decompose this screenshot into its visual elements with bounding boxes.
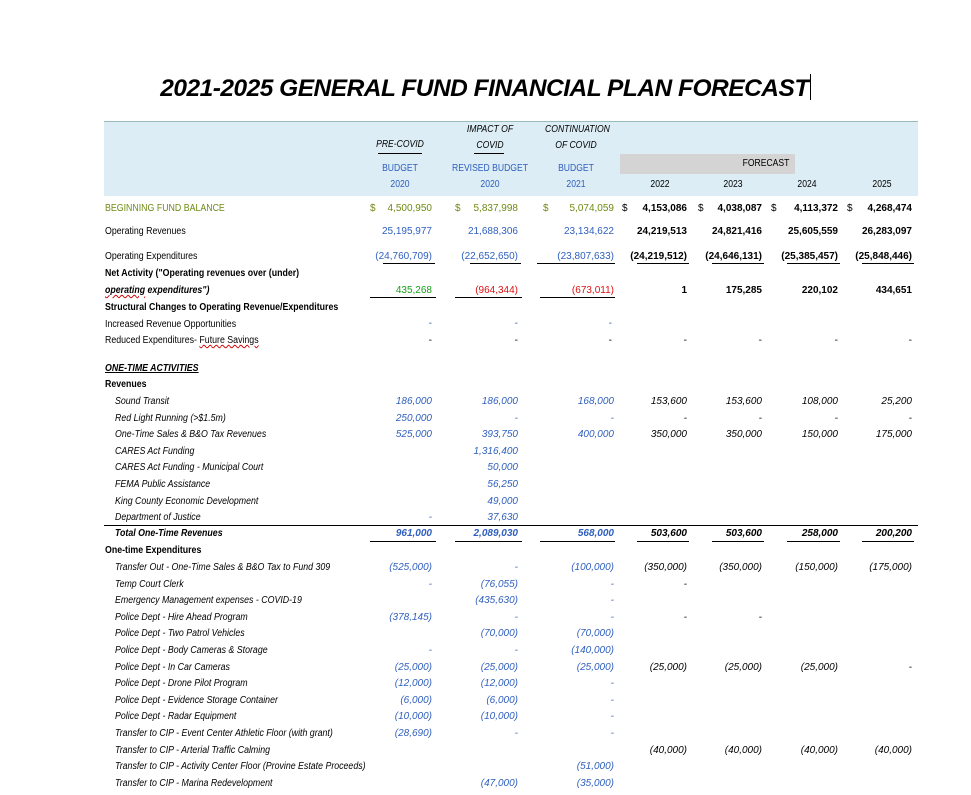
cell-value: - [428,335,432,346]
cell-value: - [610,412,614,424]
cell-value: 4,500,950 [387,203,432,214]
cell-value: 26,283,097 [861,226,912,237]
label-revenues: Revenues [105,379,147,390]
cell-value: - [610,678,614,690]
revenue-row-label: King County Economic Development [115,495,259,507]
header-impact: IMPACT OF [466,124,514,135]
header-continuation: CONTINUATION [545,124,610,135]
expenditure-row-label: Police Dept - Radar Equipment [115,711,237,723]
cell-value: 350,000 [650,429,687,441]
label-beginning-fund-balance: BEGINNING FUND BALANCE [105,203,225,214]
cell-value: 961,000 [395,528,432,539]
header-year: 2020 [480,179,500,190]
expenditure-row-label: Transfer to CIP - Marina Redevelopment [115,777,273,789]
cell-value: (378,145) [389,611,432,623]
cell-value: 4,153,086 [642,203,687,214]
header-2025: 2025 [872,179,892,190]
cell-value: - [610,611,614,623]
cell-value: - [758,412,762,424]
total-underline [540,541,615,542]
label-operating-expenditures: Operating Expenditures [105,251,198,262]
net-box-line [370,297,436,298]
expenditure-row-label: Transfer to CIP - Event Center Athletic Floor (with grant) [115,728,333,739]
cell-value: (10,000) [480,711,518,723]
header-year: 2021 [566,179,586,190]
cell-value: - [514,335,518,346]
cell-value: (25,000) [394,661,432,673]
expenditure-row-label: Transfer to CIP - Arterial Traffic Calming [115,744,271,756]
subtotal-line [787,263,840,264]
cell-value: - [610,694,614,706]
cell-value: 220,102 [801,285,838,296]
cell-value: 258,000 [801,528,838,539]
total-underline [637,541,689,542]
expenditure-row-label: Transfer Out - One-Time Sales & B&O Tax to Fund 309 [115,562,331,573]
cell-value: (35,000) [576,777,614,789]
cell-value: (150,000) [795,562,838,573]
cell-value: - [908,661,912,673]
header-2023: 2023 [723,179,743,190]
expenditure-row-label: Police Dept - Drone Pilot Program [115,678,248,690]
cell-value: 250,000 [395,412,432,424]
header-year: 2020 [390,179,410,190]
revenue-row-label: Red Light Running (>$1.5m) [115,412,226,424]
cell-value: - [514,412,518,424]
cell-value: (25,000) [480,661,518,673]
cell-value: 568,000 [577,528,614,539]
subtotal-line [637,263,689,264]
cell-value: (40,000) [874,744,912,756]
cell-value: (70,000) [480,628,518,640]
expenditure-row-label: Police Dept - Body Cameras & Storage [115,645,268,656]
cell-value: (28,690) [394,728,432,739]
cell-value: (25,000) [576,661,614,673]
cell-value: 25,200 [881,396,912,407]
total-underline [455,541,522,542]
cell-value: (40,000) [800,744,838,756]
cell-value: (140,000) [571,645,614,656]
cell-value: (76,055) [480,578,518,590]
cell-value: - [610,578,614,590]
cell-value: 25,605,559 [787,226,838,237]
cell-value: (40,000) [649,744,687,756]
cell-value: - [514,728,518,739]
revenue-row-label: CARES Act Funding [115,445,195,457]
total-underline [862,541,914,542]
cell-value: 4,113,372 [794,203,838,214]
cell-value: (25,000) [649,661,687,673]
cell-value: 5,074,059 [569,203,614,214]
cell-value: (70,000) [576,628,614,640]
header-underline [378,153,422,154]
cell-value: (350,000) [719,562,762,573]
revenue-row-label: CARES Act Funding - Municipal Court [115,462,264,474]
cell-value: 1,316,400 [473,445,518,457]
cell-value: - [908,412,912,424]
cell-value: (47,000) [480,777,518,789]
revenue-row-label: Department of Justice [115,512,201,524]
cell-value: 25,195,977 [381,226,432,237]
net-label-part: expenditures") [145,285,210,296]
expenditure-row-label: Transfer to CIP - Activity Center Floor (Provine Estate Proceeds) [115,761,366,773]
total-underline [712,541,764,542]
header-of-covid: OF COVID [555,140,597,151]
cell-value: - [514,562,518,573]
cell-value: - [758,335,762,346]
section-one-time: ONE-TIME ACTIVITIES [105,363,199,374]
subtotal-line [712,263,764,264]
revenue-row-label: FEMA Public Assistance [115,479,211,490]
cell-value: - [758,611,762,623]
header-2024: 2024 [797,179,817,190]
dollar-sign: $ [370,203,376,214]
cell-value: 400,000 [577,429,614,441]
cell-value: (24,646,131) [705,251,762,262]
cell-value: (25,848,446) [855,251,912,262]
cell-value: (25,000) [800,661,838,673]
dollar-sign: $ [622,203,628,214]
cell-value: (12,000) [480,678,518,690]
expenditure-row-label: Emergency Management expenses - COVID-19 [115,595,302,607]
cell-value: 186,000 [395,396,432,407]
cell-value: - [610,728,614,739]
cell-value: 186,000 [481,396,518,407]
page-title: 2021-2025 GENERAL FUND FINANCIAL PLAN FORECAST [160,75,809,102]
cell-value: (23,807,633) [557,251,614,262]
expenditure-row-label: Temp Court Clerk [115,578,184,590]
subtotal-line [537,263,615,264]
cell-value: (24,219,512) [630,251,687,262]
dollar-sign: $ [847,203,853,214]
header-budget-2021: BUDGET [558,163,594,174]
label-one-time-expenditures: One-time Expenditures [105,545,202,556]
cell-value: 21,688,306 [467,226,518,237]
cell-value: 4,038,087 [717,203,762,214]
cell-value: - [428,318,432,329]
net-label-part: operating [105,285,146,296]
expenditure-row-label: Police Dept - Hire Ahead Program [115,611,248,623]
header-2022: 2022 [650,179,670,190]
cell-value: 4,268,474 [867,203,912,214]
cell-value: (350,000) [644,562,687,573]
cell-value: - [683,412,687,424]
header-budget-2020: BUDGET [382,163,418,174]
cell-value: 1 [681,285,687,296]
cell-value: 2,089,030 [473,528,518,539]
label-part: Future Savings [199,335,259,346]
cell-value: - [683,578,687,590]
cell-value: - [610,711,614,723]
cell-value: (24,760,709) [375,251,432,262]
cell-value: 175,000 [875,429,912,441]
subtotal-line [470,263,521,264]
cell-value: (525,000) [389,562,432,573]
subtotal-line [862,263,914,264]
cell-value: (25,385,457) [781,251,838,262]
subtotal-line [383,263,435,264]
cell-value: - [834,412,838,424]
cell-value: - [514,645,518,656]
cell-value: 37,630 [487,512,518,524]
header-covid: COVID [476,140,504,151]
total-underline [370,541,436,542]
revenue-row-label: Sound Transit [115,396,170,407]
cell-value: 525,000 [395,429,432,441]
expenditure-row-label: Police Dept - In Car Cameras [115,661,230,673]
dollar-sign: $ [698,203,704,214]
dollar-sign: $ [543,203,549,214]
cell-value: 175,285 [725,285,762,296]
cell-value: - [834,335,838,346]
cell-value: - [428,512,432,524]
dollar-sign: $ [455,203,461,214]
cell-value: 350,000 [725,429,762,441]
cell-value: (964,344) [475,285,518,296]
cell-value: 200,200 [875,528,912,539]
expenditure-row-label: Police Dept - Evidence Storage Container [115,694,278,706]
cell-value: - [428,578,432,590]
cell-value: - [683,335,687,346]
header-revised-budget: REVISED BUDGET [451,163,528,174]
cell-value: 49,000 [487,495,518,507]
cell-value: 153,600 [725,396,762,407]
cell-value: 24,219,513 [636,226,687,237]
cell-value: (6,000) [486,694,518,706]
revenue-row-label: One-Time Sales & B&O Tax Revenues [115,429,267,441]
cell-value: - [608,318,612,329]
cell-value: (6,000) [400,694,432,706]
cell-value: - [908,335,912,346]
cell-value: (40,000) [724,744,762,756]
header-precovid: PRE-COVID [376,139,424,150]
label-net-activity: Net Activity ("Operating revenues over (under) [105,268,300,279]
net-box-line [455,297,522,298]
cell-value: (100,000) [571,562,614,573]
header-underline [474,153,504,154]
cell-value: 393,750 [481,429,518,441]
cell-value: 50,000 [487,462,518,474]
cell-value: (22,652,650) [461,251,518,262]
label-net-activity-2 [105,285,209,296]
cell-value: - [514,611,518,623]
cell-value: (25,000) [724,661,762,673]
cell-value: (673,011) [571,285,614,296]
cell-value: 435,268 [395,285,432,296]
cell-value: 434,651 [875,285,912,296]
cell-value: 5,837,998 [473,203,518,214]
cell-value: (12,000) [394,678,432,690]
cell-value: - [514,318,518,329]
total-underline [787,541,840,542]
cell-value: 108,000 [801,396,838,407]
cell-value: - [608,335,612,346]
cell-value: 24,821,416 [711,226,762,237]
label-part: Reduced Expenditures- [105,335,200,346]
cell-value: (175,000) [869,562,912,573]
label-increased-revenue: Increased Revenue Opportunities [105,319,237,330]
cell-value: 153,600 [650,396,687,407]
cell-value: (435,630) [475,595,518,607]
text-cursor [810,74,811,100]
cell-value: 168,000 [577,396,614,407]
cell-value: 56,250 [487,479,518,490]
cell-value: 503,600 [650,528,687,539]
dollar-sign: $ [771,203,777,214]
cell-value: 23,134,622 [563,226,614,237]
cell-value: (51,000) [576,761,614,773]
label-reduced-expenditures [105,335,259,346]
expenditure-row-label: Police Dept - Two Patrol Vehicles [115,628,245,640]
cell-value: (10,000) [394,711,432,723]
label-operating-revenues: Operating Revenues [105,226,186,237]
cell-value: - [610,595,614,607]
net-box-line [540,297,615,298]
label-structural-changes: Structural Changes to Operating Revenue/Expenditures [105,302,339,313]
label-total-one-time-revenues: Total One-Time Revenues [115,528,223,539]
cell-value: - [683,611,687,623]
header-forecast: FORECAST [742,158,790,169]
cell-value: 150,000 [801,429,838,441]
total-line [104,525,918,526]
cell-value: 503,600 [725,528,762,539]
cell-value: - [428,645,432,656]
